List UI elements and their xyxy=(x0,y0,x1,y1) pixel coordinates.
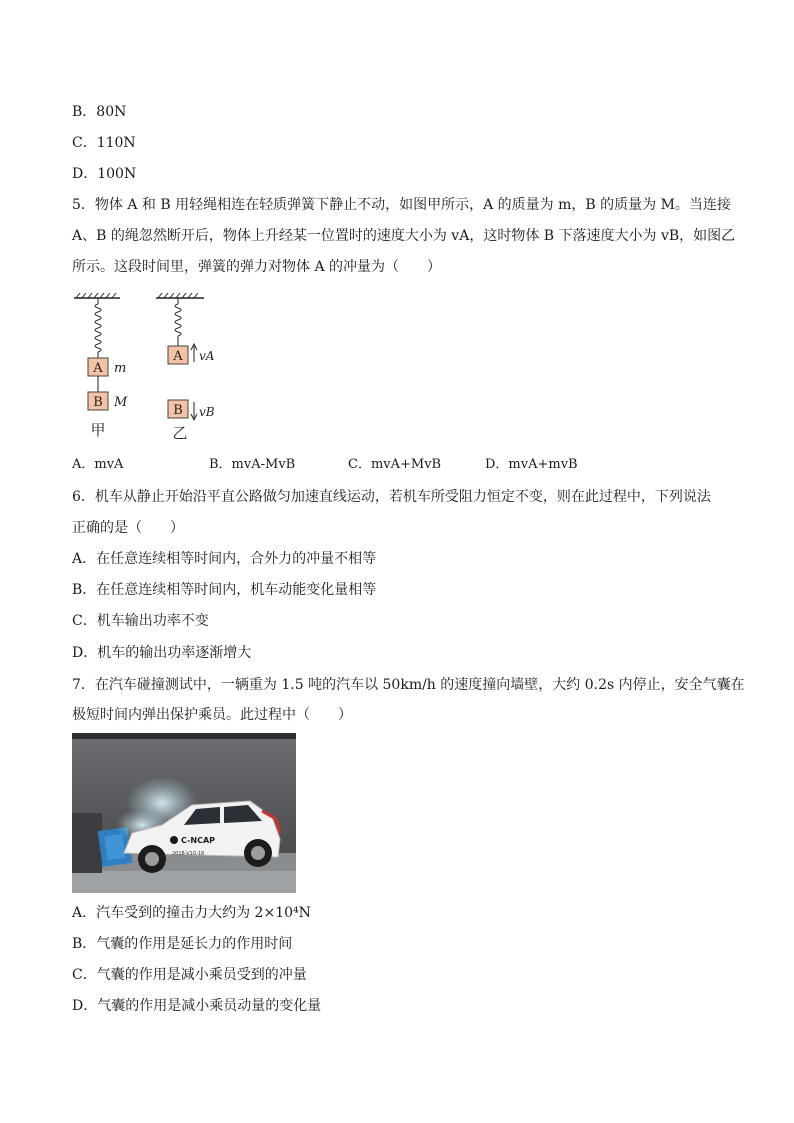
q7-stem-line2: 极短时间内弹出保护乘员。此过程中（ ） xyxy=(72,707,352,723)
q7-option-d: D．气囊的作用是减小乘员动量的变化量 xyxy=(72,998,322,1014)
q6-stem-line2: 正确的是（ ） xyxy=(72,520,184,536)
spring-blocks-figure xyxy=(72,292,222,442)
fig-mass-M: M xyxy=(114,395,128,410)
fig-block-b-label: B xyxy=(93,395,103,410)
q7-option-c: C．气囊的作用是减小乘员受到的冲量 xyxy=(72,967,307,983)
svg-text:A: A xyxy=(173,349,183,364)
q6-option-b: B．在任意连续相等时间内，机车动能变化量相等 xyxy=(72,582,377,598)
fig-label-jia: 甲 xyxy=(90,421,106,439)
photo-badge-text: C-NCAP xyxy=(181,836,215,845)
q5-option-b: B．mvA-MvB xyxy=(209,457,296,472)
q6-option-c: C．机车输出功率不变 xyxy=(72,613,209,629)
q5-option-d: D．mvA+mvB xyxy=(485,457,578,472)
crash-test-photo xyxy=(72,733,296,893)
q5-stem-line3: 所示。这段时间里，弹簧的弹力对物体 A 的冲量为（ ） xyxy=(72,259,442,275)
q5-option-a: A．mvA xyxy=(72,457,124,472)
prev-option-c: C．110N xyxy=(72,135,136,151)
q6-option-a: A．在任意连续相等时间内，合外力的冲量不相等 xyxy=(72,551,377,567)
q6-stem-line1: 6．机车从静止开始沿平直公路做匀加速直线运动，若机车所受阻力恒定不变，则在此过程中，下列说法 xyxy=(72,489,711,505)
prev-option-d: D．100N xyxy=(72,166,137,182)
fig-block-a-label: A xyxy=(93,361,103,376)
q5-option-c: C．mvA+MvB xyxy=(348,457,442,472)
q6-option-d: D．机车的输出功率逐渐增大 xyxy=(72,645,252,661)
photo-plate-text: 2018-V10-18 xyxy=(172,851,205,857)
fig-velocity-b: vB xyxy=(199,405,215,419)
q5-stem-line2: A、B 的绳忽然断开后，物体上升经某一位置时的速度大小为 vA，这时物体 B 下落速度大小为 vB，如图乙 xyxy=(72,228,736,244)
fig-mass-m: m xyxy=(114,361,127,376)
fig-label-yi: 乙 xyxy=(172,424,188,442)
prev-option-b: B．80N xyxy=(72,104,127,120)
q7-option-b: B．气囊的作用是延长力的作用时间 xyxy=(72,936,293,952)
svg-text:B: B xyxy=(173,403,183,418)
q7-option-a: A．汽车受到的撞击力大约为 2×10⁴N xyxy=(72,905,311,921)
fig-velocity-a: vA xyxy=(199,349,215,363)
q7-stem-line1: 7．在汽车碰撞测试中，一辆重为 1.5 吨的汽车以 50km/h 的速度撞向墙壁，大约 0.2s 内停止，安全气囊在 xyxy=(72,677,745,693)
q5-stem-line1: 5．物体 A 和 B 用轻绳相连在轻质弹簧下静止不动，如图甲所示，A 的质量为 m，B 的质量为 M。当连接 xyxy=(72,197,731,213)
